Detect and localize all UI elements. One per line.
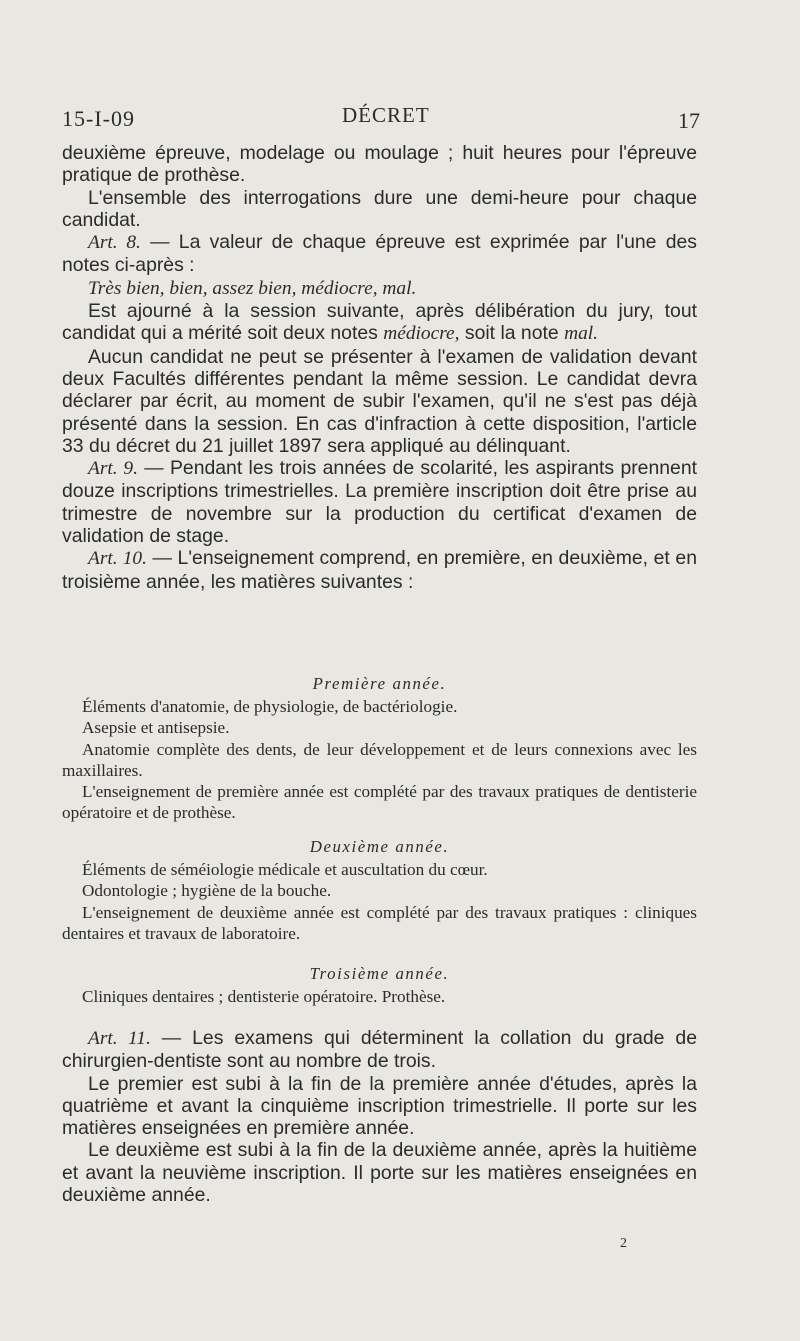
paragraph: Le deuxième est subi à la fin de la deuxième année, après la huitième et avant la neuvième inscription. Il porte sur les matières enseignées en deuxième année. — [62, 1139, 697, 1207]
list-item: Éléments d'anatomie, de physiologie, de bactériologie. — [82, 697, 458, 716]
first-year-section — [62, 672, 697, 824]
article-paragraph — [62, 547, 697, 593]
grade-word: mal. — [564, 323, 598, 345]
article-text: — Les examens qui déterminent la collation du grade de chirurgien-dentiste sont au nombre de trois. — [62, 1027, 697, 1073]
header-date: 15-I-09 — [62, 106, 135, 131]
list-item: Asepsie et antisepsie. — [82, 718, 230, 738]
body-text-top — [62, 142, 697, 593]
list-item: Cliniques dentaires ; dentisterie opératoire. Prothèse. — [82, 987, 446, 1006]
list-item: L'enseignement de deuxième année est complété par des travaux pratiques : cliniques dentaires et travaux de laboratoire. — [62, 902, 697, 943]
article-paragraph — [62, 231, 697, 277]
article-number: Art. 11. — [88, 1028, 151, 1049]
section-heading: Deuxième année. — [309, 837, 450, 856]
grades-list — [62, 277, 697, 300]
grades-text: Très bien, bien, assez bien, médiocre, mal. — [88, 277, 417, 299]
article-text: — L'enseignement comprend, en première, en deuxième, et en troisième année, les matières suivantes : — [62, 547, 697, 593]
article-text: — Pendant les trois années de scolarité, les aspirants prennent douze inscriptions trimestrielles. La première inscription doit être prise au trimestre de novembre sur la production du certificat d'examen de validation de stage. — [62, 457, 697, 548]
list-item: L'enseignement de première année est complété par des travaux pratiques de dentisterie opératoire et de prothèse. — [62, 782, 697, 823]
article-text: — La valeur de chaque épreuve est exprimée par l'une des notes ci-après : — [62, 231, 697, 277]
running-header — [62, 100, 700, 140]
section-heading: Troisième année. — [309, 964, 450, 983]
paragraph: L'ensemble des interrogations dure une demi-heure pour chaque candidat. — [62, 186, 697, 231]
second-year-section — [62, 835, 697, 944]
header-title: DÉCRET — [342, 103, 430, 127]
article-number: Art. 9. — [88, 458, 138, 480]
body-text-bottom — [62, 1027, 697, 1206]
paragraph — [62, 300, 697, 346]
section-heading: Première année. — [312, 674, 447, 693]
list-item: Éléments de séméiologie médicale et auscultation du cœur. — [82, 860, 488, 879]
article-number: Art. 8. — [88, 232, 141, 254]
list-item: Odontologie ; hygiène de la bouche. — [82, 881, 332, 901]
paragraph: Aucun candidat ne peut se présenter à l'examen de validation devant deux Facultés différentes pendant la même session. Le candidat devra déclarer par écrit, au moment de subir l'examen, qu'il ne s'est pas déjà présenté dans la session. En cas d'infraction à cette disposition, l'article 33 du décret du 21 juillet 1897 sera appliqué au délinquant. — [62, 345, 697, 457]
paragraph-text: Est ajourné à la session suivante, après délibération du jury, tout candidat qui a mérité soit deux notes — [62, 300, 697, 345]
list-item: Anatomie complète des dents, de leur développement et de leurs connexions avec les maxillaires. — [62, 739, 697, 780]
article-paragraph — [62, 1027, 697, 1073]
grade-word: médiocre, — [383, 323, 460, 345]
paragraph: Le premier est subi à la fin de la première année d'études, après la quatrième et avant la cinquième inscription trimestrielle. Il porte sur les matières enseignées en première année. — [62, 1072, 697, 1140]
footer-signature-number: 2 — [620, 1236, 627, 1251]
article-paragraph — [62, 457, 697, 547]
third-year-section — [62, 962, 697, 1007]
paragraph: deuxième épreuve, modelage ou moulage ; huit heures pour l'épreuve pratique de prothèse. — [62, 142, 697, 187]
article-number: Art. 10. — [88, 548, 147, 570]
header-page-number: 17 — [678, 108, 700, 133]
paragraph-text: soit la note — [459, 322, 565, 345]
